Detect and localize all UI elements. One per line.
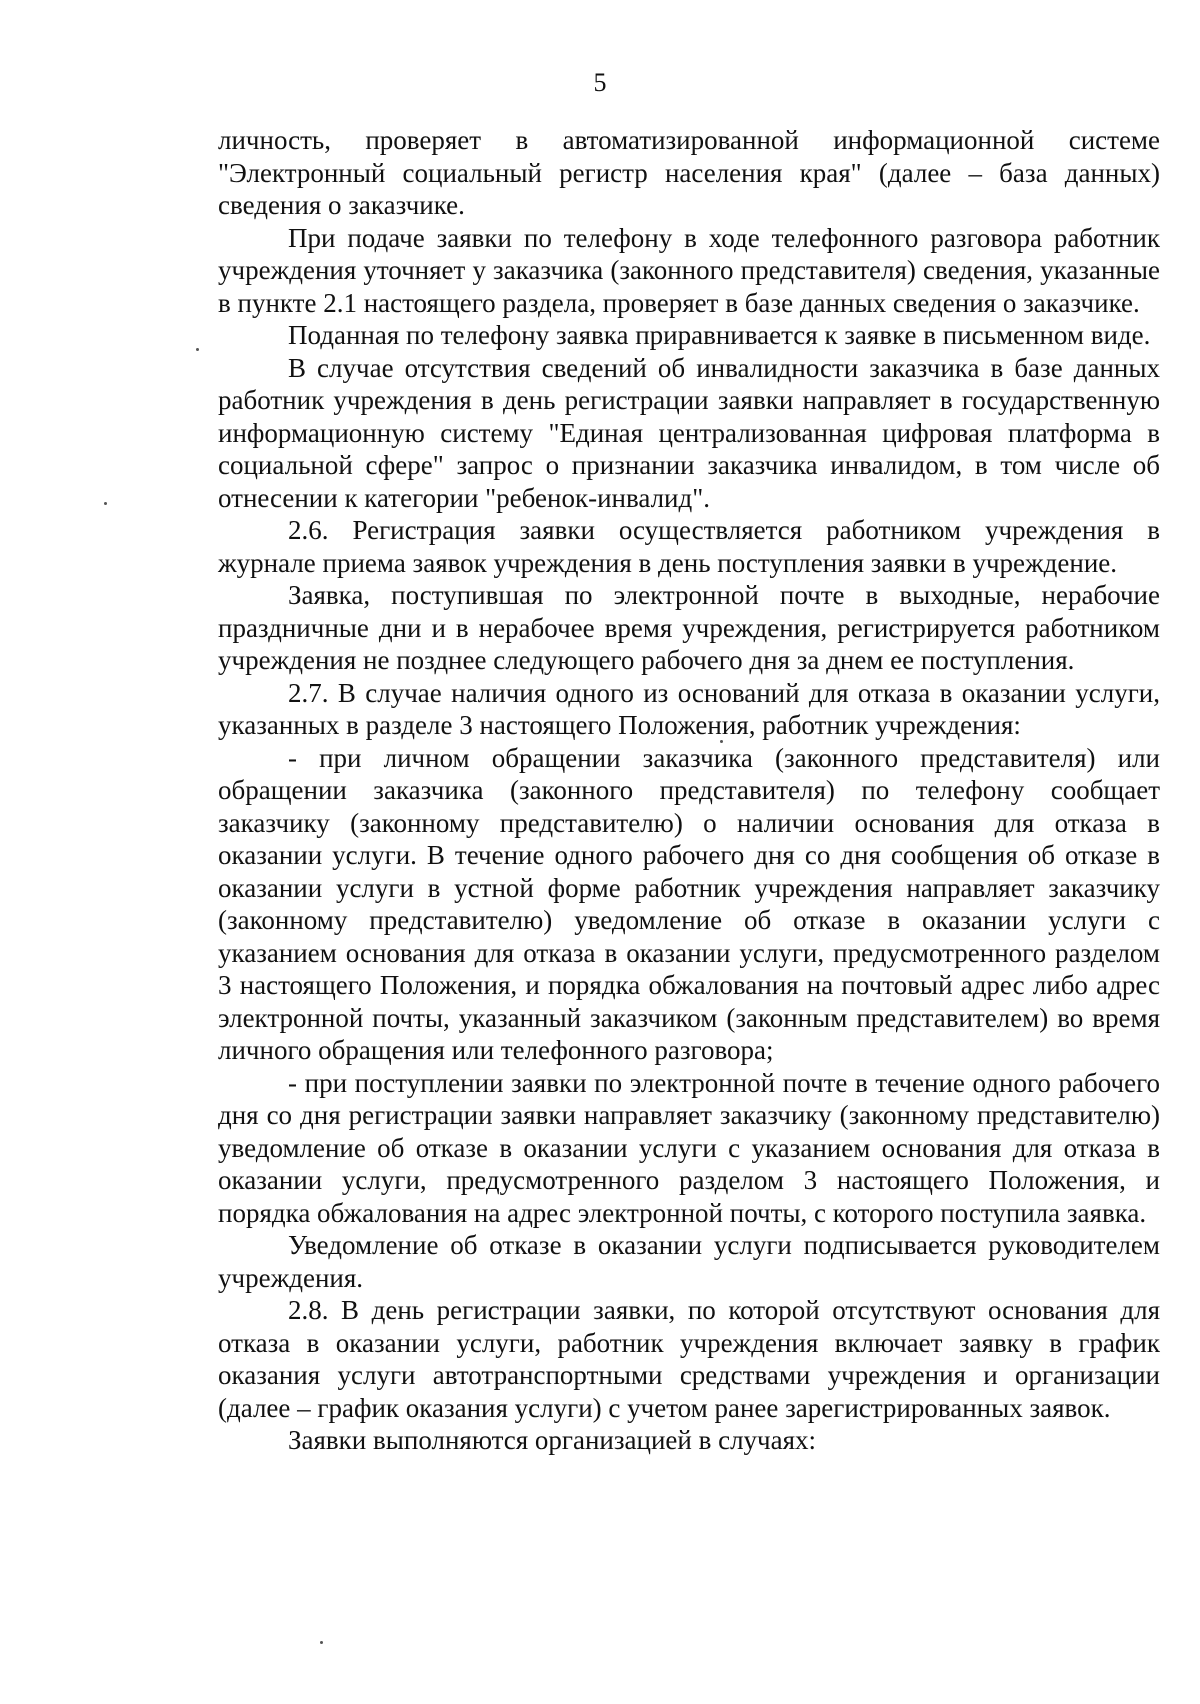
- paragraph: Заявка, поступившая по электронной почте в выходные, нерабочие праздничные дни и в нерабочее время учреждения, регистрируется работником учреждения не позднее следующего рабочего дня за днем ее поступления.: [218, 580, 1160, 675]
- paragraph: Поданная по телефону заявка приравнивается к заявке в письменном виде.: [288, 320, 1151, 350]
- paragraph: 2.6. Регистрация заявки осуществляется работником учреждения в журнале приема заявок учреждения в день поступления заявки в учреждение.: [218, 515, 1160, 578]
- paragraph: При подаче заявки по телефону в ходе телефонного разговора работник учреждения уточняет у заказчика (законного представителя) сведения, указанные в пункте 2.1 настоящего раздела, проверяет в базе данных сведения о заказчике.: [218, 222, 1160, 318]
- paragraph: Заявки выполняются организацией в случаях:: [288, 1425, 817, 1455]
- paragraph: Уведомление об отказе в оказании услуги подписывается руководителем учреждения.: [218, 1230, 1160, 1293]
- paragraph: - при личном обращении заказчика (законного представителя) или обращении заказчика (законного представителя) по телефону сообщает заказчику (законному представителю) о наличии основания для отказа в оказании услуги. В течение одного рабочего дня со дня сообщения об отказе в оказании услуги в устной форме работник учреждения направляет заказчику (законному представителю) уведомление об отказе в оказании услуги с указанием основания для отказа в оказании услуги, предусмотренного разделом 3 настоящего Положения, и порядка обжалования на почтовый адрес либо адрес электронной почты, указанный заказчиком (законным представителем) во время личного обращения или телефонного разговора;: [218, 742, 1160, 1065]
- scan-speck: [196, 348, 199, 351]
- paragraph: 2.7. В случае наличия одного из оснований для отказа в оказании услуги, указанных в разделе 3 настоящего Положения, работник учреждения:: [218, 677, 1160, 740]
- scan-speck: [320, 1641, 323, 1644]
- paragraph: В случае отсутствия сведений об инвалидности заказчика в базе данных работник учреждения в день регистрации заявки направляет в государственную информационную систему "Единая централизованная цифровая платформа в социальной сфере" запрос о признании заказчика инвалидом, в том числе об отнесении к категории "ребенок-инвалид".: [218, 352, 1160, 513]
- paragraph: личность, проверяет в автоматизированной информационной системе "Электронный социальный регистр населения края" (далее – база данных) сведения о заказчике.: [218, 125, 1160, 220]
- paragraph: - при поступлении заявки по электронной почте в течение одного рабочего дня со дня регистрации заявки направляет заказчику (законному представителю) уведомление об отказе в оказании услуги с указанием основания для отказа в оказании услуги, предусмотренного разделом 3 настоящего Положения, и порядка обжалования на адрес электронной почты, с которого поступила заявка.: [218, 1067, 1160, 1228]
- paragraph: 2.8. В день регистрации заявки, по которой отсутствуют основания для отказа в оказании услуги, работник учреждения включает заявку в график оказания услуги автотранспортными средствами учреждения и организации (далее – график оказания услуги) с учетом ранее зарегистрированных заявок.: [218, 1295, 1160, 1423]
- document-body: [218, 124, 1160, 1457]
- scan-speck: [104, 502, 107, 505]
- page-number: 5: [593, 68, 607, 97]
- scan-speck: [720, 740, 723, 743]
